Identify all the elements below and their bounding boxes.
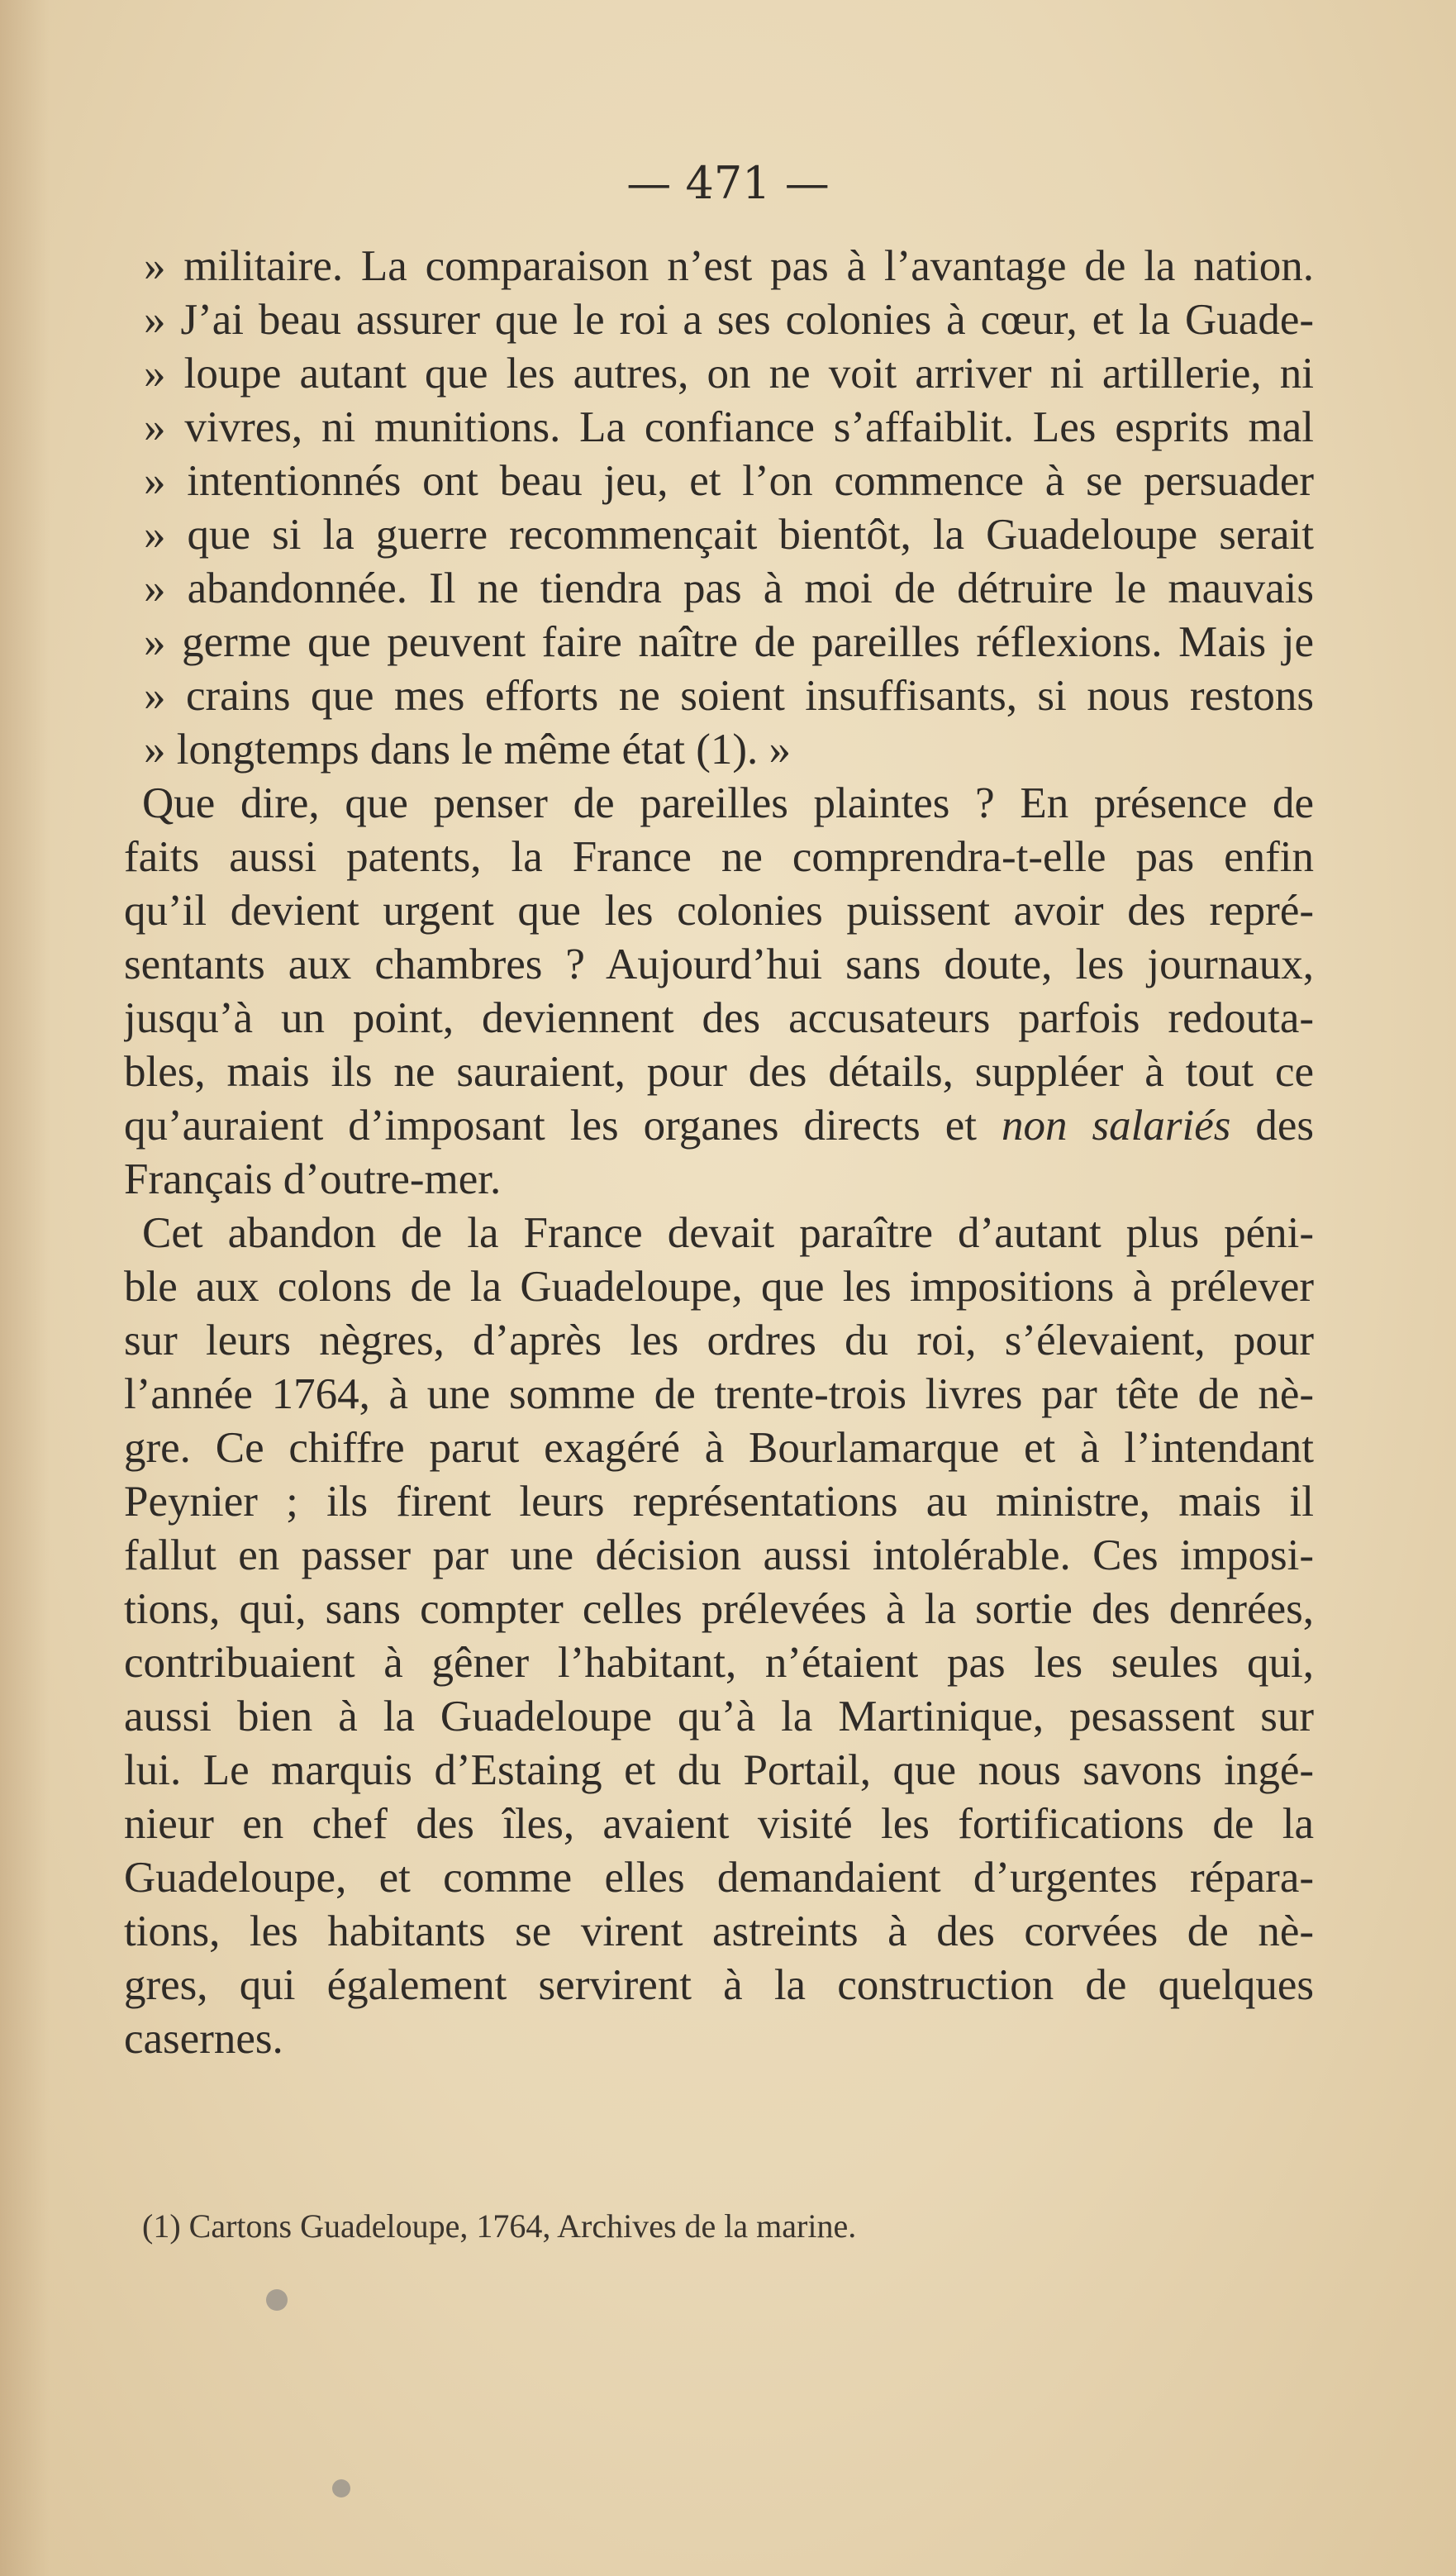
text-line: » crains que mes efforts ne soient insuffisants, si nous restons bbox=[144, 672, 1314, 720]
text-line: jusqu’à un point, deviennent des accusateurs parfois redouta- bbox=[124, 994, 1314, 1042]
text-line bbox=[124, 1099, 1314, 1153]
text-line: Peynier ; ils firent leurs représentations au ministre, mais il bbox=[124, 1478, 1314, 1526]
text-line: Que dire, que penser de pareilles plaintes ? En présence de bbox=[142, 779, 1314, 827]
text-line: » germe que peuvent faire naître de pareilles réflexions. Mais je bbox=[144, 618, 1314, 666]
text-line: sentants aux chambres ? Aujourd’hui sans doute, les journaux, bbox=[124, 940, 1314, 988]
text-line: sur leurs nègres, d’après les ordres du roi, s’élevaient, pour bbox=[124, 1317, 1314, 1364]
text-line: » abandonnée. Il ne tiendra pas à moi de détruire le mauvais bbox=[144, 564, 1314, 612]
italic-text: non salariés bbox=[1002, 1102, 1231, 1150]
page-number: — 471 — bbox=[626, 157, 830, 209]
text-line: aussi bien à la Guadeloupe qu’à la Martinique, pesassent sur bbox=[124, 1693, 1314, 1740]
text-line: Guadeloupe, et comme elles demandaient d’urgentes répara- bbox=[124, 1854, 1314, 1902]
text-line: fallut en passer par une décision aussi intolérable. Ces imposi- bbox=[124, 1531, 1314, 1579]
text-line: ble aux colons de la Guadeloupe, que les impositions à prélever bbox=[124, 1263, 1314, 1311]
text-line: » loupe autant que les autres, on ne voit arriver ni artillerie, ni bbox=[144, 350, 1314, 398]
text-line: contribuaient à gêner l’habitant, n’étaient pas les seules qui, bbox=[124, 1639, 1314, 1687]
text-line: gre. Ce chiffre parut exagéré à Bourlamarque et à l’intendant bbox=[124, 1424, 1314, 1472]
text-line: » que si la guerre recommençait bientôt, la Guadeloupe serait bbox=[144, 511, 1314, 559]
body-text bbox=[124, 240, 1314, 2066]
text-line: » vivres, ni munitions. La confiance s’affaiblit. Les esprits mal bbox=[144, 403, 1314, 451]
text-line: tions, les habitants se virent astreints à des corvées de nè- bbox=[124, 1907, 1314, 1955]
text-line: l’année 1764, à une somme de trente-trois livres par tête de nè- bbox=[124, 1370, 1314, 1418]
text-line: lui. Le marquis d’Estaing et du Portail, que nous savons ingé- bbox=[124, 1746, 1314, 1794]
text-line: Français d’outre-mer. bbox=[124, 1155, 502, 1203]
text-line: » J’ai beau assurer que le roi a ses colonies à cœur, et la Guade- bbox=[144, 296, 1314, 344]
text-line: qu’il devient urgent que les colonies puissent avoir des repré- bbox=[124, 887, 1314, 935]
text-line: gres, qui également servirent à la construction de quelques bbox=[124, 1961, 1314, 2009]
text-line: nieur en chef des îles, avaient visité les fortifications de la bbox=[124, 1800, 1314, 1848]
text-line: » longtemps dans le même état (1). » bbox=[144, 726, 792, 774]
ink-spot bbox=[266, 2289, 288, 2311]
text-line: faits aussi patents, la France ne comprendra-t-elle pas enfin bbox=[124, 833, 1314, 881]
text-segment: des bbox=[1230, 1102, 1314, 1150]
text-line: bles, mais ils ne sauraient, pour des détails, suppléer à tout ce bbox=[124, 1048, 1314, 1096]
text-line: Cet abandon de la France devait paraître d’autant plus péni- bbox=[142, 1209, 1314, 1257]
text-line: » militaire. La comparaison n’est pas à l’avantage de la nation. bbox=[144, 242, 1314, 290]
text-line: casernes. bbox=[124, 2015, 283, 2063]
page-binding-shadow bbox=[0, 0, 50, 2576]
text-line: tions, qui, sans compter celles prélevées à la sortie des denrées, bbox=[124, 1585, 1314, 1633]
ink-spot bbox=[332, 2479, 350, 2497]
text-segment: qu’auraient d’imposant les organes directs et bbox=[124, 1102, 1002, 1150]
text-line: » intentionnés ont beau jeu, et l’on commence à se persuader bbox=[144, 457, 1314, 505]
footnote: (1) Cartons Guadeloupe, 1764, Archives de la marine. bbox=[142, 2207, 857, 2245]
